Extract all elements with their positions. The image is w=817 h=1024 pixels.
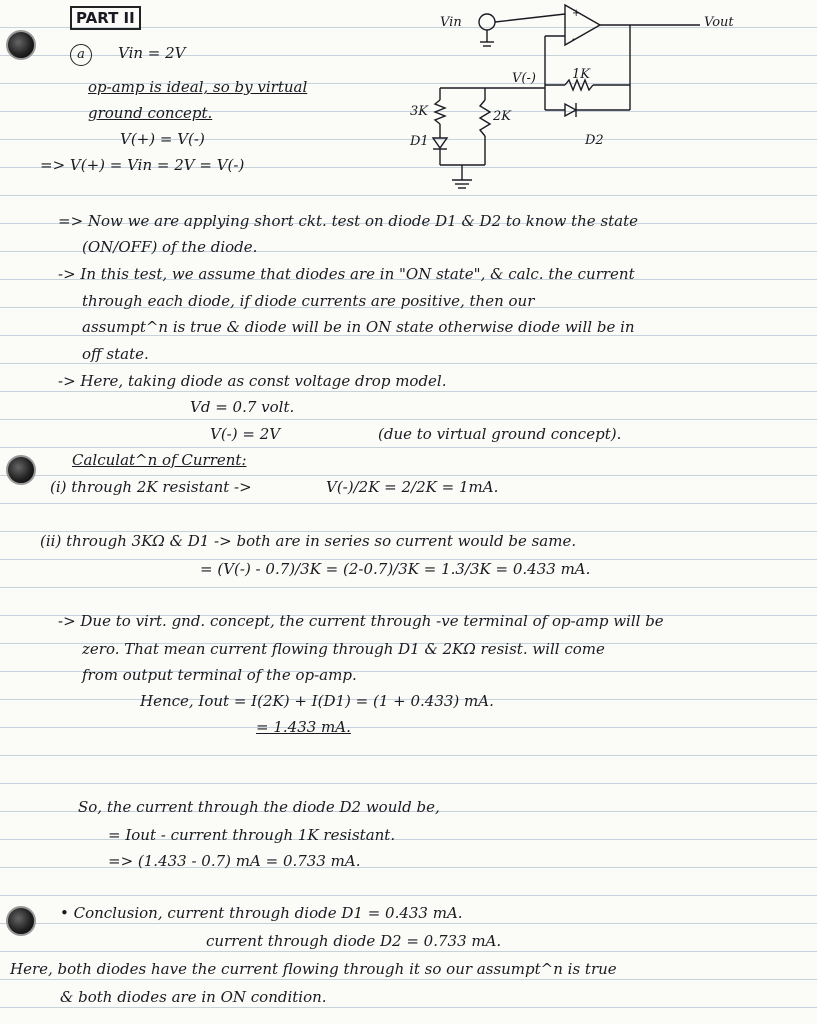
text-line: op-amp is ideal, so by virtual — [88, 78, 308, 96]
vin-source-icon — [479, 14, 495, 30]
text-line: So, the current through the diode D2 would be, — [78, 798, 440, 816]
text-line: (ii) through 3KΩ & D1 -> both are in series so current would be same. — [40, 532, 577, 550]
circuit-label-1k: 1K — [572, 67, 590, 82]
text-line: V(+) = V(-) — [120, 130, 205, 148]
text-line: = 1.433 mA. — [256, 718, 351, 736]
text-line: Hence, Iout = I(2K) + I(D1) = (1 + 0.433) mA. — [140, 692, 494, 710]
diode-d2-icon — [565, 104, 576, 116]
text-line: = Iout - current through 1K resistant. — [108, 826, 396, 844]
text-line: V(-)/2K = 2/2K = 1mA. — [326, 478, 499, 496]
resistor-3k — [435, 100, 445, 124]
circuit-label-3k: 3K — [410, 104, 428, 119]
binder-hole-icon — [6, 455, 36, 485]
text-line: -> Here, taking diode as const voltage drop model. — [58, 372, 447, 390]
question-label: a — [70, 44, 92, 66]
text-line: assumpt^n is true & diode will be in ON state otherwise diode will be in — [82, 318, 635, 336]
text-line: (ON/OFF) of the diode. — [82, 238, 258, 256]
diode-d1-icon — [433, 138, 447, 148]
binder-hole-icon — [6, 906, 36, 936]
text-line: Here, both diodes have the current flowing through it so our assumpt^n is true — [10, 960, 617, 978]
text-line: Vd = 0.7 volt. — [190, 398, 295, 416]
text-line: (due to virtual ground concept). — [378, 425, 622, 443]
text-line: off state. — [82, 345, 149, 363]
text-line: Vin = 2V — [118, 44, 186, 62]
circuit-label-2k: 2K — [493, 109, 511, 124]
text-line: -> Due to virt. gnd. concept, the current through -ve terminal of op-amp will be — [58, 612, 664, 630]
text-line: V(-) = 2V — [210, 425, 281, 443]
text-line: ground concept. — [88, 104, 213, 122]
resistor-2k — [480, 100, 490, 136]
text-line: through each diode, if diode currents are positive, then our — [82, 292, 535, 310]
text-line: => V(+) = Vin = 2V = V(-) — [40, 156, 245, 174]
circuit-label-vout: Vout — [704, 15, 734, 30]
text-line: (i) through 2K resistant -> — [50, 478, 252, 496]
text-line: • Conclusion, current through diode D1 = 0.433 mA. — [60, 904, 463, 922]
circuit-label-vin: Vin — [440, 15, 462, 30]
text-line: from output terminal of the op-amp. — [82, 666, 357, 684]
svg-text:-: - — [572, 34, 576, 45]
text-line: & both diodes are in ON condition. — [60, 988, 327, 1006]
svg-text:+: + — [572, 8, 581, 19]
text-line: current through diode D2 = 0.733 mA. — [206, 932, 502, 950]
circuit-label-d1: D1 — [410, 134, 429, 149]
op-amp-symbol — [565, 5, 600, 45]
text-line: => (1.433 - 0.7) mA = 0.733 mA. — [108, 852, 361, 870]
circuit-label-d2: D2 — [585, 133, 604, 148]
section-heading: Calculat^n of Current: — [72, 451, 247, 469]
text-line: zero. That mean current flowing through D1 & 2KΩ resist. will come — [82, 640, 605, 658]
text-line: = (V(-) - 0.7)/3K = (2-0.7)/3K = 1.3/3K = 0.433 mA. — [200, 560, 591, 578]
text-line: => Now we are applying short ckt. test on diode D1 & D2 to know the state — [58, 212, 639, 230]
circuit-label-vminus: V(-) — [512, 71, 536, 86]
text-line: -> In this test, we assume that diodes are in "ON state", & calc. the current — [58, 265, 635, 283]
part-label: PART II — [70, 6, 141, 30]
